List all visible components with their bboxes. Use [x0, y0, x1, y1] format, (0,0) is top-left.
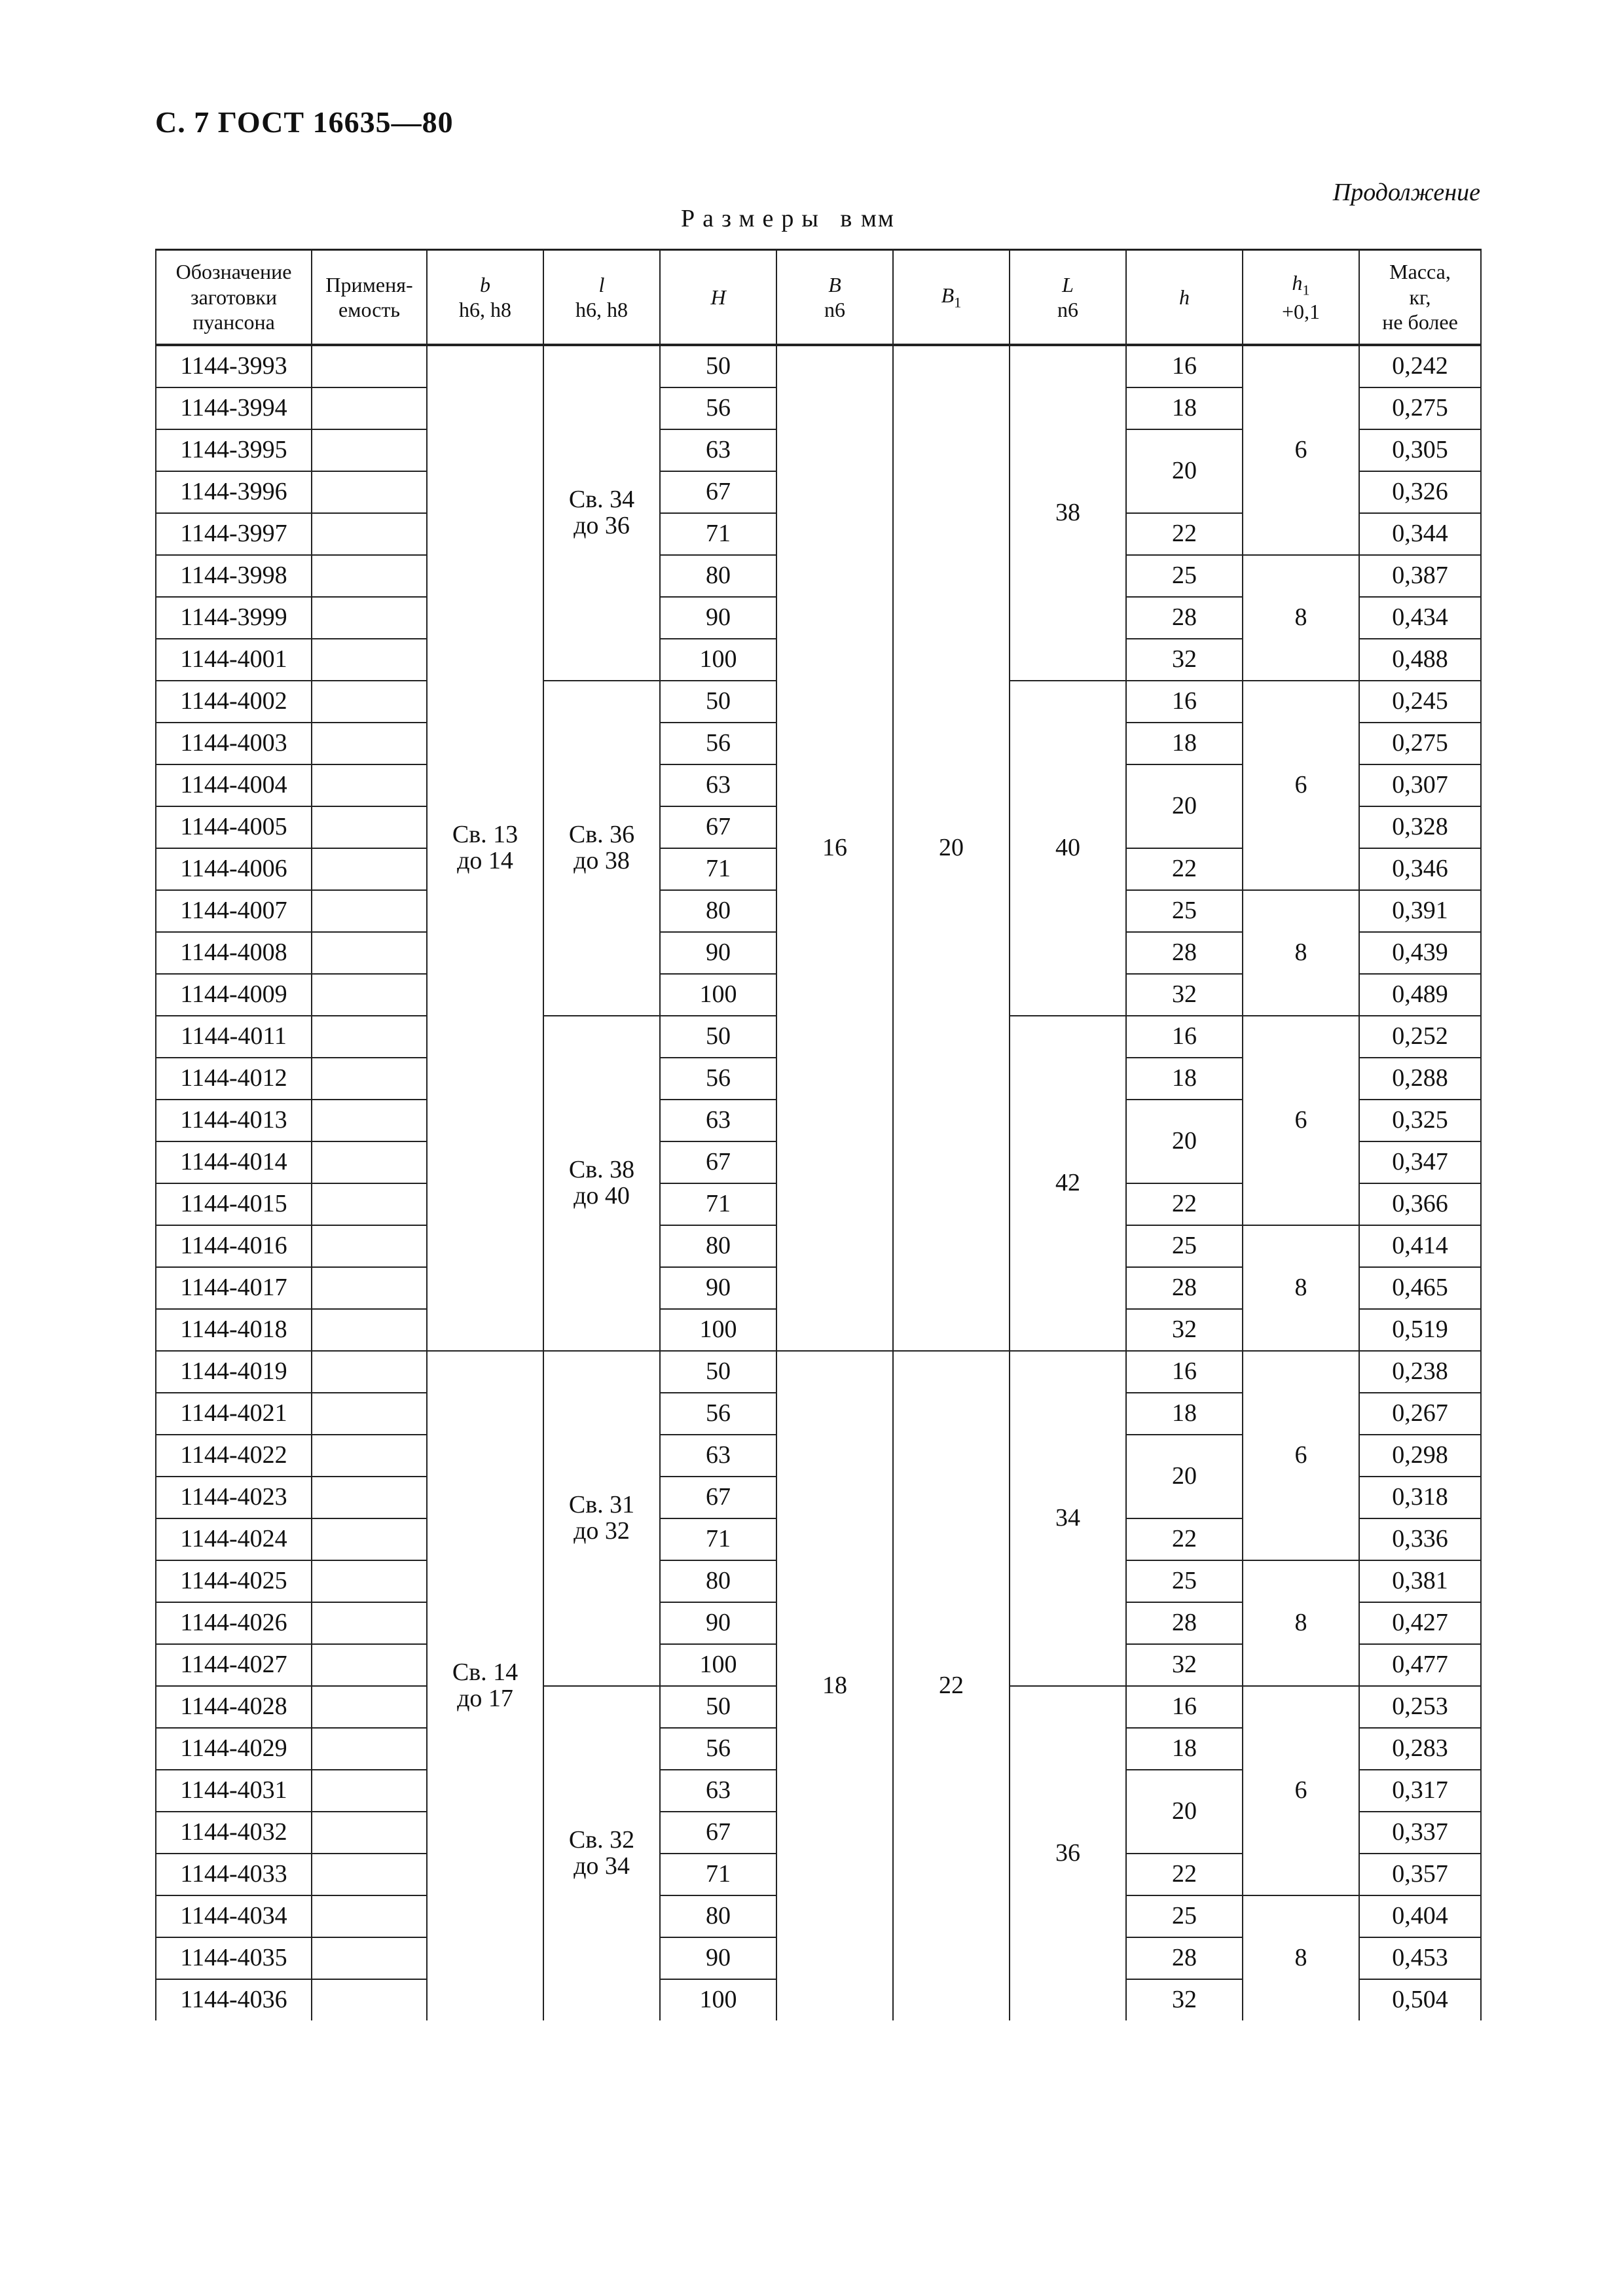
- cell-h: 22: [1126, 513, 1243, 555]
- cell-code: 1144-4012: [156, 1058, 312, 1100]
- cell-H: 100: [660, 974, 776, 1016]
- cell-H: 90: [660, 1267, 776, 1309]
- cell-h1: 6: [1243, 1686, 1359, 1895]
- cell-H: 71: [660, 1183, 776, 1225]
- cell-code: 1144-4011: [156, 1016, 312, 1058]
- cell-h1: 6: [1243, 1016, 1359, 1225]
- cell-mass: 0,267: [1359, 1393, 1481, 1435]
- dimensions-table: [155, 249, 1482, 2020]
- col-code: Обозначение заготовки пуансона: [156, 250, 312, 346]
- table-row: [156, 345, 1481, 387]
- cell-h: 32: [1126, 1309, 1243, 1351]
- cell-code: 1144-4003: [156, 723, 312, 764]
- cell-h: 18: [1126, 387, 1243, 429]
- dimensions-unit: в мм: [840, 205, 895, 232]
- cell-code: 1144-3994: [156, 387, 312, 429]
- cell-h: 16: [1126, 681, 1243, 723]
- cell-L: 42: [1010, 1016, 1126, 1351]
- cell-h: 25: [1126, 890, 1243, 932]
- cell-h1: 8: [1243, 555, 1359, 681]
- cell-mass: 0,391: [1359, 890, 1481, 932]
- cell-h: 18: [1126, 1728, 1243, 1770]
- col-applicability: Применя- емость: [312, 250, 427, 346]
- cell-h: 20: [1126, 764, 1243, 848]
- cell-code: 1144-4009: [156, 974, 312, 1016]
- cell-applicability: [312, 1477, 427, 1518]
- cell-code: 1144-4029: [156, 1728, 312, 1770]
- cell-h: 16: [1126, 1016, 1243, 1058]
- cell-mass: 0,253: [1359, 1686, 1481, 1728]
- cell-H: 80: [660, 1895, 776, 1937]
- cell-h: 32: [1126, 1644, 1243, 1686]
- cell-applicability: [312, 1979, 427, 2020]
- cell-code: 1144-4001: [156, 639, 312, 681]
- cell-H: 71: [660, 513, 776, 555]
- cell-h1: 8: [1243, 890, 1359, 1016]
- cell-mass: 0,326: [1359, 471, 1481, 513]
- cell-code: 1144-3999: [156, 597, 312, 639]
- cell-mass: 0,489: [1359, 974, 1481, 1016]
- cell-mass: 0,387: [1359, 555, 1481, 597]
- cell-applicability: [312, 429, 427, 471]
- cell-h: 22: [1126, 1183, 1243, 1225]
- table-body: [156, 345, 1481, 2020]
- cell-applicability: [312, 1141, 427, 1183]
- cell-mass: 0,288: [1359, 1058, 1481, 1100]
- cell-h: 18: [1126, 1393, 1243, 1435]
- cell-code: 1144-4031: [156, 1770, 312, 1812]
- cell-H: 50: [660, 1016, 776, 1058]
- cell-h1: 6: [1243, 681, 1359, 890]
- cell-code: 1144-4027: [156, 1644, 312, 1686]
- cell-h: 32: [1126, 639, 1243, 681]
- cell-H: 56: [660, 1058, 776, 1100]
- cell-applicability: [312, 1560, 427, 1602]
- cell-H: 71: [660, 1854, 776, 1895]
- cell-applicability: [312, 555, 427, 597]
- cell-h1: 8: [1243, 1560, 1359, 1686]
- dimensions-note: [681, 204, 895, 233]
- cell-h: 22: [1126, 1518, 1243, 1560]
- cell-H: 90: [660, 932, 776, 974]
- cell-applicability: [312, 471, 427, 513]
- cell-code: 1144-4036: [156, 1979, 312, 2020]
- cell-applicability: [312, 1016, 427, 1058]
- cell-l: Св. 36 до 38: [543, 681, 660, 1016]
- cell-code: 1144-4021: [156, 1393, 312, 1435]
- cell-code: 1144-4017: [156, 1267, 312, 1309]
- cell-applicability: [312, 1183, 427, 1225]
- cell-code: 1144-4008: [156, 932, 312, 974]
- col-h: h: [1126, 250, 1243, 346]
- cell-mass: 0,453: [1359, 1937, 1481, 1979]
- cell-code: 1144-4002: [156, 681, 312, 723]
- cell-H: 63: [660, 1100, 776, 1141]
- cell-B1: 20: [893, 345, 1010, 1351]
- cell-applicability: [312, 1351, 427, 1393]
- cell-H: 67: [660, 806, 776, 848]
- cell-applicability: [312, 1225, 427, 1267]
- cell-L: 40: [1010, 681, 1126, 1016]
- cell-H: 63: [660, 764, 776, 806]
- cell-code: 1144-4007: [156, 890, 312, 932]
- cell-h: 25: [1126, 1225, 1243, 1267]
- cell-mass: 0,275: [1359, 723, 1481, 764]
- cell-B: 18: [776, 1351, 893, 2020]
- cell-applicability: [312, 764, 427, 806]
- header-row: [156, 250, 1481, 346]
- cell-applicability: [312, 1937, 427, 1979]
- cell-code: 1144-4004: [156, 764, 312, 806]
- cell-h1: 6: [1243, 345, 1359, 555]
- cell-H: 90: [660, 1937, 776, 1979]
- continuation-label: Продолжение: [1332, 179, 1480, 206]
- cell-applicability: [312, 1895, 427, 1937]
- cell-mass: 0,305: [1359, 429, 1481, 471]
- cell-L: 38: [1010, 345, 1126, 681]
- cell-code: 1144-3998: [156, 555, 312, 597]
- cell-applicability: [312, 1309, 427, 1351]
- cell-L: 36: [1010, 1686, 1126, 2020]
- cell-H: 63: [660, 429, 776, 471]
- cell-mass: 0,427: [1359, 1602, 1481, 1644]
- cell-mass: 0,325: [1359, 1100, 1481, 1141]
- cell-applicability: [312, 1435, 427, 1477]
- cell-H: 80: [660, 890, 776, 932]
- cell-mass: 0,366: [1359, 1183, 1481, 1225]
- cell-mass: 0,283: [1359, 1728, 1481, 1770]
- cell-mass: 0,317: [1359, 1770, 1481, 1812]
- cell-applicability: [312, 890, 427, 932]
- cell-code: 1144-4014: [156, 1141, 312, 1183]
- cell-code: 1144-4033: [156, 1854, 312, 1895]
- cell-mass: 0,346: [1359, 848, 1481, 890]
- cell-mass: 0,245: [1359, 681, 1481, 723]
- cell-mass: 0,347: [1359, 1141, 1481, 1183]
- cell-H: 67: [660, 1141, 776, 1183]
- cell-mass: 0,252: [1359, 1016, 1481, 1058]
- cell-l: Св. 31 до 32: [543, 1351, 660, 1686]
- cell-applicability: [312, 1602, 427, 1644]
- cell-h: 28: [1126, 597, 1243, 639]
- cell-mass: 0,336: [1359, 1518, 1481, 1560]
- cell-code: 1144-4028: [156, 1686, 312, 1728]
- cell-code: 1144-4026: [156, 1602, 312, 1644]
- cell-h: 28: [1126, 1602, 1243, 1644]
- cell-h1: 6: [1243, 1351, 1359, 1560]
- cell-h: 25: [1126, 1560, 1243, 1602]
- cell-code: 1144-3997: [156, 513, 312, 555]
- cell-code: 1144-3995: [156, 429, 312, 471]
- cell-applicability: [312, 1812, 427, 1854]
- cell-mass: 0,414: [1359, 1225, 1481, 1267]
- cell-applicability: [312, 1644, 427, 1686]
- cell-mass: 0,404: [1359, 1895, 1481, 1937]
- cell-h: 32: [1126, 1979, 1243, 2020]
- cell-applicability: [312, 1100, 427, 1141]
- cell-H: 56: [660, 1728, 776, 1770]
- cell-mass: 0,344: [1359, 513, 1481, 555]
- cell-applicability: [312, 1267, 427, 1309]
- col-h1: $h_1$ +0,1: [1243, 250, 1359, 346]
- cell-h: 16: [1126, 345, 1243, 387]
- cell-h: 28: [1126, 932, 1243, 974]
- cell-l: Св. 38 до 40: [543, 1016, 660, 1351]
- cell-applicability: [312, 1518, 427, 1560]
- col-mass: Масса, кг, не более: [1359, 250, 1481, 346]
- cell-B: 16: [776, 345, 893, 1351]
- cell-applicability: [312, 345, 427, 387]
- cell-H: 100: [660, 1644, 776, 1686]
- cell-applicability: [312, 639, 427, 681]
- cell-applicability: [312, 806, 427, 848]
- col-b: b h6, h8: [427, 250, 543, 346]
- cell-h: 18: [1126, 723, 1243, 764]
- cell-applicability: [312, 1728, 427, 1770]
- cell-code: 1144-4032: [156, 1812, 312, 1854]
- cell-H: 67: [660, 1812, 776, 1854]
- cell-mass: 0,238: [1359, 1351, 1481, 1393]
- cell-H: 67: [660, 471, 776, 513]
- cell-B1: 22: [893, 1351, 1010, 2020]
- cell-h: 28: [1126, 1937, 1243, 1979]
- cell-applicability: [312, 1058, 427, 1100]
- cell-applicability: [312, 1393, 427, 1435]
- cell-applicability: [312, 723, 427, 764]
- cell-code: 1144-4024: [156, 1518, 312, 1560]
- cell-code: 1144-4015: [156, 1183, 312, 1225]
- cell-code: 1144-4005: [156, 806, 312, 848]
- cell-applicability: [312, 513, 427, 555]
- cell-mass: 0,275: [1359, 387, 1481, 429]
- col-B1: $B_1$: [893, 250, 1010, 346]
- cell-h: 25: [1126, 555, 1243, 597]
- cell-h: 20: [1126, 429, 1243, 513]
- cell-H: 50: [660, 1351, 776, 1393]
- cell-applicability: [312, 681, 427, 723]
- cell-l: Св. 34 до 36: [543, 345, 660, 681]
- cell-h: 28: [1126, 1267, 1243, 1309]
- cell-H: 50: [660, 1686, 776, 1728]
- cell-mass: 0,357: [1359, 1854, 1481, 1895]
- cell-code: 1144-4035: [156, 1937, 312, 1979]
- table-row: [156, 1351, 1481, 1393]
- cell-mass: 0,328: [1359, 806, 1481, 848]
- cell-mass: 0,318: [1359, 1477, 1481, 1518]
- cell-code: 1144-3993: [156, 345, 312, 387]
- cell-mass: 0,465: [1359, 1267, 1481, 1309]
- cell-applicability: [312, 1686, 427, 1728]
- cell-H: 56: [660, 1393, 776, 1435]
- cell-h: 18: [1126, 1058, 1243, 1100]
- cell-code: 1144-4006: [156, 848, 312, 890]
- cell-mass: 0,504: [1359, 1979, 1481, 2020]
- cell-h1: 8: [1243, 1895, 1359, 2020]
- col-H: H: [660, 250, 776, 346]
- cell-code: 1144-4013: [156, 1100, 312, 1141]
- cell-h: 22: [1126, 1854, 1243, 1895]
- cell-mass: 0,337: [1359, 1812, 1481, 1854]
- cell-b: Св. 13 до 14: [427, 345, 543, 1351]
- cell-mass: 0,298: [1359, 1435, 1481, 1477]
- cell-mass: 0,488: [1359, 639, 1481, 681]
- dimensions-label: Размеры: [681, 205, 826, 232]
- cell-H: 90: [660, 597, 776, 639]
- cell-h: 25: [1126, 1895, 1243, 1937]
- cell-H: 50: [660, 681, 776, 723]
- cell-h: 16: [1126, 1686, 1243, 1728]
- cell-H: 100: [660, 1979, 776, 2020]
- cell-mass: 0,307: [1359, 764, 1481, 806]
- cell-h: 16: [1126, 1351, 1243, 1393]
- cell-mass: 0,242: [1359, 345, 1481, 387]
- cell-l: Св. 32 до 34: [543, 1686, 660, 2020]
- cell-h1: 8: [1243, 1225, 1359, 1351]
- cell-H: 71: [660, 848, 776, 890]
- col-l: l h6, h8: [543, 250, 660, 346]
- cell-mass: 0,381: [1359, 1560, 1481, 1602]
- cell-H: 67: [660, 1477, 776, 1518]
- cell-b: Св. 14 до 17: [427, 1351, 543, 2020]
- cell-H: 63: [660, 1435, 776, 1477]
- cell-H: 50: [660, 345, 776, 387]
- cell-mass: 0,477: [1359, 1644, 1481, 1686]
- cell-applicability: [312, 974, 427, 1016]
- cell-H: 56: [660, 723, 776, 764]
- cell-applicability: [312, 932, 427, 974]
- cell-H: 56: [660, 387, 776, 429]
- cell-H: 100: [660, 1309, 776, 1351]
- cell-applicability: [312, 848, 427, 890]
- cell-h: 20: [1126, 1435, 1243, 1518]
- cell-h: 32: [1126, 974, 1243, 1016]
- cell-applicability: [312, 1770, 427, 1812]
- cell-H: 100: [660, 639, 776, 681]
- cell-mass: 0,519: [1359, 1309, 1481, 1351]
- cell-code: 1144-4016: [156, 1225, 312, 1267]
- cell-H: 90: [660, 1602, 776, 1644]
- cell-code: 1144-4022: [156, 1435, 312, 1477]
- cell-mass: 0,434: [1359, 597, 1481, 639]
- col-L: L n6: [1010, 250, 1126, 346]
- cell-L: 34: [1010, 1351, 1126, 1686]
- cell-mass: 0,439: [1359, 932, 1481, 974]
- cell-code: 1144-4018: [156, 1309, 312, 1351]
- cell-H: 80: [660, 555, 776, 597]
- col-B: B n6: [776, 250, 893, 346]
- cell-code: 1144-4034: [156, 1895, 312, 1937]
- cell-H: 71: [660, 1518, 776, 1560]
- page-header: С. 7 ГОСТ 16635—80: [155, 105, 454, 139]
- cell-code: 1144-4019: [156, 1351, 312, 1393]
- cell-applicability: [312, 597, 427, 639]
- cell-h: 20: [1126, 1100, 1243, 1183]
- cell-h: 22: [1126, 848, 1243, 890]
- cell-code: 1144-3996: [156, 471, 312, 513]
- cell-H: 80: [660, 1225, 776, 1267]
- cell-applicability: [312, 387, 427, 429]
- cell-applicability: [312, 1854, 427, 1895]
- cell-code: 1144-4023: [156, 1477, 312, 1518]
- cell-code: 1144-4025: [156, 1560, 312, 1602]
- cell-H: 80: [660, 1560, 776, 1602]
- cell-H: 63: [660, 1770, 776, 1812]
- cell-h: 20: [1126, 1770, 1243, 1854]
